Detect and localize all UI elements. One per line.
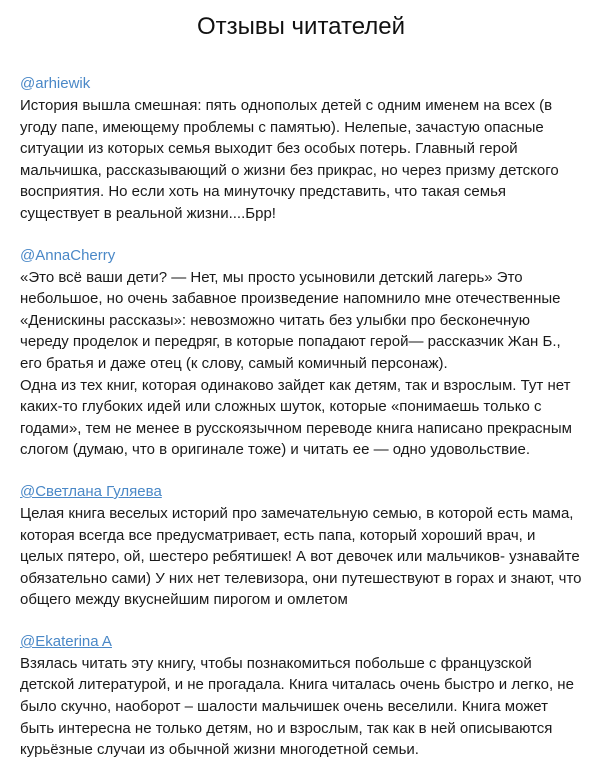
reviews-list [20, 73, 582, 761]
review-author-link[interactable]: @Светлана Гуляева [20, 482, 162, 500]
review-author-link[interactable]: @Ekaterina A [20, 632, 112, 650]
review-paragraph: «Это всё ваши дети? — Нет, мы просто усыновили детский лагерь» Это небольшое, но очень забавное произведение напомнило мне отечественные «Денискины рассказы»: невозможно читать без улыбки про бесконечную череду проделок и передряг, в которые попадают герой— рассказчик Жан Б., его братья и даже отец (к слову, самый комичный персонаж). [20, 268, 561, 372]
review-paragraph: История вышла смешная: пять однополых детей с одним именем на всех (в угоду папе, имеющему проблемы с памятью). Нелепые, зачастую опасные ситуации из которых семья выходит без особых потерь. Главный герой мальчишка, рассказывающий о жизни без прикрас, но через призму детского восприятия. Но если хоть на минуточку представить, что такая семья существует в реальной жизни....Брр! [20, 97, 559, 222]
review-paragraph: Взялась читать эту книгу, чтобы познакомиться побольше с французской детской литературой, и не прогадала. Книга читалась очень быстро и легко, не было скучно, наоборот – шалости мальчишек очень веселили. Книга может быть интересна не только детям, но и взрослым, так как в ней описываются курьёзные случаи из обычной жизни многодетной семьи. [20, 654, 574, 759]
review-item [20, 73, 582, 225]
review-paragraph: Одна из тех книг, которая одинаково зайдет как детям, так и взрослым. Тут нет каких-то глубоких идей или сложных шуток, которые «понимаешь только с годами», тем не менее в русскоязычном переводе книга написано прекрасным слогом (думаю, что в оригинале тоже) и читать ее — одно удовольствие. [20, 376, 572, 459]
review-text [20, 653, 582, 761]
review-paragraph: Целая книга веселых историй про замечательную семью, в которой есть мама, которая всегда все предусматривает, есть папа, который хороший врач, и целых пятеро, ой, шестеро ребятишек! А вот девочек или мальчиков- узнавайте обязательно сами) У них нет телевизора, они путешествуют в горах и знают, что общего между вкуснейшим пирогом и омлетом [20, 504, 582, 609]
review-text [20, 503, 582, 611]
review-text [20, 267, 582, 461]
page-title: Отзывы читателей [196, 13, 406, 40]
review-item [20, 631, 582, 761]
review-author-link[interactable]: @AnnaCherry [20, 246, 116, 264]
review-text [20, 95, 582, 225]
review-item [20, 481, 582, 611]
review-author-link[interactable]: @arhiewik [20, 75, 91, 92]
review-item [20, 245, 582, 461]
